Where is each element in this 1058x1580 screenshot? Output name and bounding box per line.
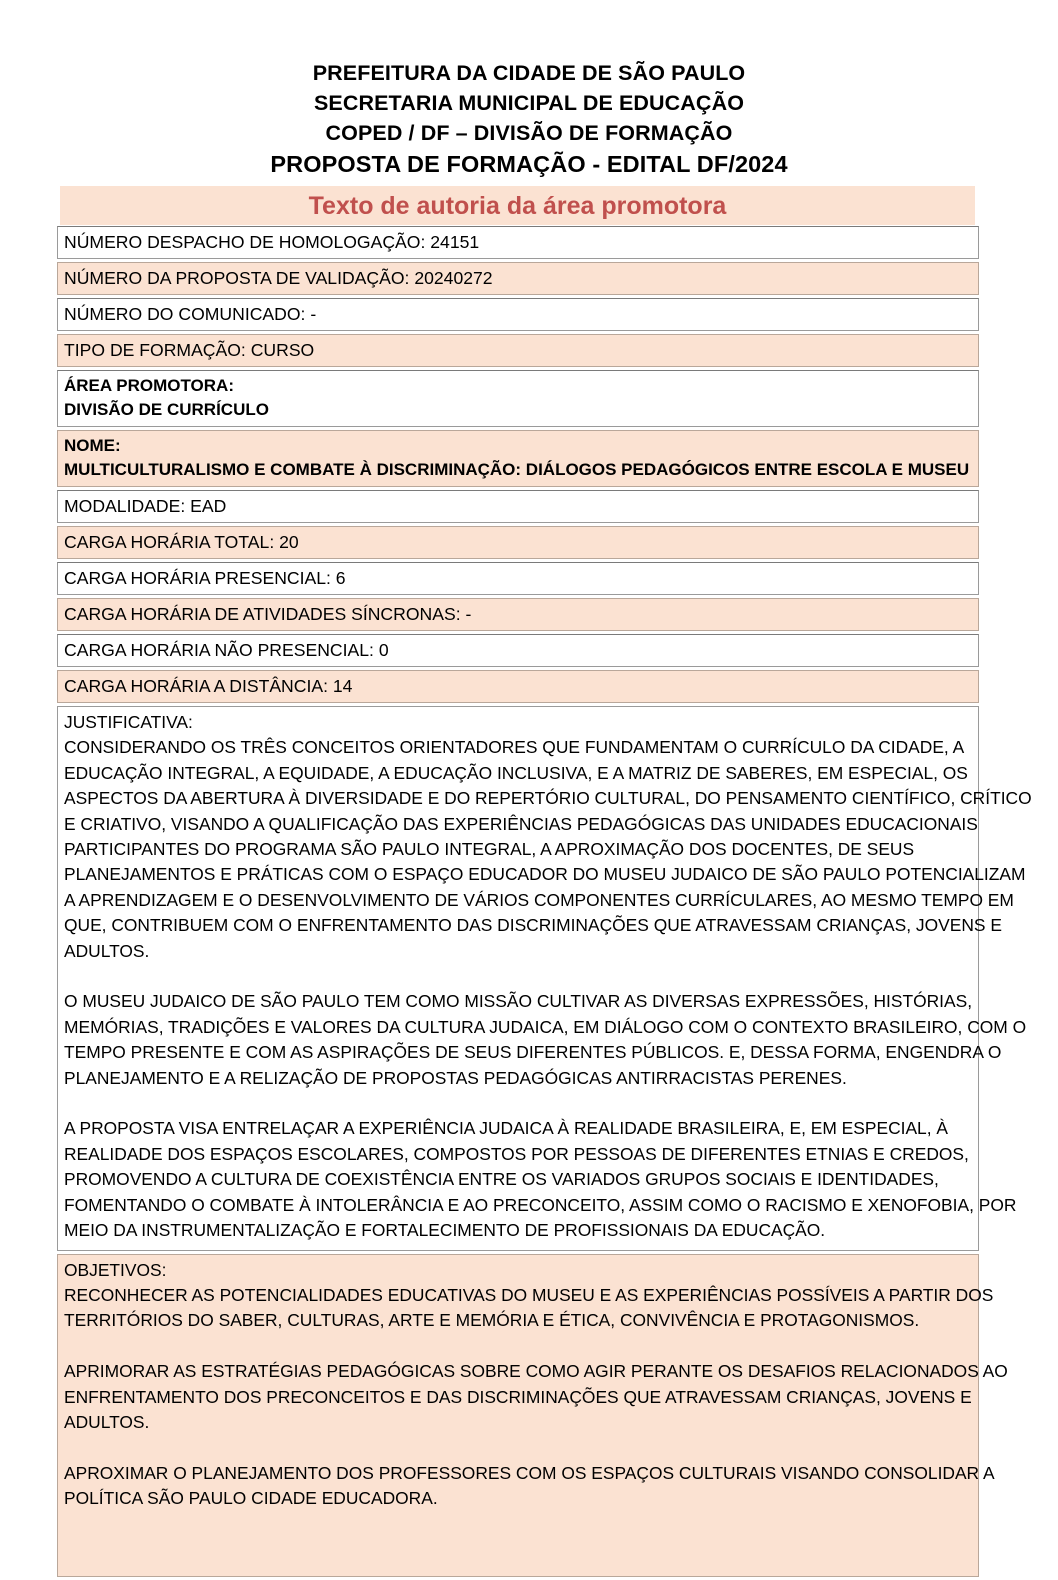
justificativa-p1-line-5: PARTICIPANTES DO PROGRAMA SÃO PAULO INTEGRAL, A APROXIMAÇÃO DOS DOCENTES, DE SEUS (64, 839, 915, 860)
justificativa-spacer-1 (64, 964, 970, 989)
justificativa-p3-line-4: FOMENTANDO O COMBATE À INTOLERÂNCIA E AO PRECONCEITO, ASSIM COMO O RACISMO E XENOFOBIA, POR (64, 1194, 1017, 1215)
objetivos-spacer-1 (64, 1334, 970, 1359)
block-objetivos (57, 1254, 1008, 1577)
nome-label: NOME: (64, 436, 121, 455)
row-carga-distancia (57, 670, 979, 703)
row-nome (57, 430, 979, 487)
numero-comunicado-text: NÚMERO DO COMUNICADO: - (64, 304, 317, 324)
row-carga-nao-presencial (57, 634, 979, 667)
row-modalidade (57, 490, 979, 523)
justificativa-paragraph-3 (64, 1116, 1017, 1243)
justificativa-p3-line-3: PROMOVENDO A CULTURA DE COEXISTÊNCIA ENTRE OS VARIADOS GRUPOS SOCIAIS E IDENTIDADES, (64, 1169, 939, 1190)
header-line-secretaria: SECRETARIA MUNICIPAL DE EDUCAÇÃO (313, 91, 745, 115)
header-line-coped: COPED / DF – DIVISÃO DE FORMAÇÃO (325, 121, 733, 145)
justificativa-p1-line-4: E CRIATIVO, VISANDO A QUALIFICAÇÃO DAS EXPERIÊNCIAS PEDAGÓGICAS DAS UNIDADES EDUCACIONAIS (64, 813, 978, 834)
row-numero-comunicado (57, 298, 979, 331)
justificativa-p2-line-1: O MUSEU JUDAICO DE SÃO PAULO TEM COMO MISSÃO CULTIVAR AS DIVERSAS EXPRESSÕES, HISTÓRIAS, (64, 991, 973, 1012)
row-carga-total (57, 526, 979, 559)
row-carga-sincronas (57, 598, 979, 631)
row-area-promotora (57, 370, 979, 427)
objetivos-p2-line-2: ENFRENTAMENTO DOS PRECONCEITOS E DAS DISCRIMINAÇÕES QUE ATRAVESSAM CRIANÇAS, JOVENS E (64, 1386, 972, 1407)
justificativa-p3-line-1: A PROPOSTA VISA ENTRELAÇAR A EXPERIÊNCIA JUDAICA À REALIDADE BRASILEIRA, E, EM ESPECIAL, À (64, 1118, 948, 1139)
section-title-band (60, 186, 975, 225)
proposal-fields-table (57, 226, 1032, 1580)
justificativa-paragraph-1 (64, 735, 1032, 964)
numero-despacho-text: NÚMERO DESPACHO DE HOMOLOGAÇÃO: 24151 (64, 232, 480, 252)
justificativa-p2-line-3: TEMPO PRESENTE E COM AS ASPIRAÇÕES DE SEUS DIFERENTES PÚBLICOS. E, DESSA FORMA, ENGENDRA O (64, 1042, 1002, 1063)
justificativa-p1-line-6: PLANEJAMENTOS E PRÁTICAS COM O ESPAÇO EDUCADOR DO MUSEU JUDAICO DE SÃO PAULO POTENCIALIZAM (64, 864, 1026, 885)
justificativa-paragraph-2 (64, 989, 1027, 1091)
tipo-formacao-text: TIPO DE FORMAÇÃO: CURSO (64, 340, 315, 360)
block-justificativa (57, 706, 1032, 1251)
objetivos-p3-line-2: POLÍTICA SÃO PAULO CIDADE EDUCADORA. (64, 1488, 438, 1509)
justificativa-p1-line-1: CONSIDERANDO OS TRÊS CONCEITOS ORIENTADORES QUE FUNDAMENTAM O CURRÍCULO DA CIDADE, A (64, 737, 965, 758)
header-line-prefeitura: PREFEITURA DA CIDADE DE SÃO PAULO (312, 61, 746, 85)
objetivos-label: OBJETIVOS: (64, 1259, 167, 1280)
justificativa-p2-line-2: MEMÓRIAS, TRADIÇÕES E VALORES DA CULTURA JUDAICA, EM DIÁLOGO COM O CONTEXTO BRASILEIRO, COM O (64, 1016, 1027, 1037)
justificativa-label: JUSTIFICATIVA: (64, 712, 193, 732)
justificativa-spacer-2 (64, 1091, 970, 1116)
justificativa-p1-line-2: EDUCAÇÃO INTEGRAL, A EQUIDADE, A EDUCAÇÃO INCLUSIVA, E A MATRIZ DE SABERES, EM ESPECIAL, OS (64, 762, 968, 783)
justificativa-p3-line-5: MEIO DA INSTRUMENTALIZAÇÃO E FORTALECIMENTO DE PROFISSIONAIS DA EDUCAÇÃO. (64, 1220, 826, 1241)
row-tipo-formacao (57, 334, 979, 367)
objetivos-spacer-2 (64, 1435, 970, 1460)
header-line-proposta: PROPOSTA DE FORMAÇÃO - EDITAL DF/2024 (270, 151, 788, 177)
justificativa-p2-line-4: PLANEJAMENTO E A RELIZAÇÃO DE PROPOSTAS PEDAGÓGICAS ANTIRRACISTAS PERENES. (64, 1067, 847, 1088)
numero-proposta-text: NÚMERO DA PROPOSTA DE VALIDAÇÃO: 20240272 (64, 268, 493, 288)
justificativa-p1-line-8: QUE, CONTRIBUEM COM O ENFRENTAMENTO DAS DISCRIMINAÇÕES QUE ATRAVESSAM CRIANÇAS, JOVENS E (64, 915, 1002, 936)
area-promotora-value: DIVISÃO DE CURRÍCULO (64, 400, 269, 419)
carga-nao-presencial-text: CARGA HORÁRIA NÃO PRESENCIAL: 0 (64, 640, 389, 660)
justificativa-p1-line-9: ADULTOS. (64, 940, 150, 961)
objetivos-paragraph-2 (64, 1359, 1008, 1435)
nome-value: MULTICULTURALISMO E COMBATE À DISCRIMINAÇÃO: DIÁLOGOS PEDAGÓGICOS ENTRE ESCOLA E MUSEU (64, 460, 970, 479)
row-carga-presencial (57, 562, 979, 595)
objetivos-paragraph-3 (64, 1461, 995, 1512)
row-numero-proposta (57, 262, 979, 295)
area-promotora-label: ÁREA PROMOTORA: (64, 376, 234, 395)
row-numero-despacho (57, 226, 979, 259)
objetivos-p2-line-3: ADULTOS. (64, 1411, 150, 1432)
carga-distancia-text: CARGA HORÁRIA A DISTÂNCIA: 14 (64, 676, 353, 696)
justificativa-p3-line-2: REALIDADE DOS ESPAÇOS ESCOLARES, COMPOSTOS POR PESSOAS DE DIFERENTES ETNIAS E CREDOS, (64, 1143, 969, 1164)
section-title-text: Texto de autoria da área promotora (308, 191, 727, 220)
carga-sincronas-text: CARGA HORÁRIA DE ATIVIDADES SÍNCRONAS: - (64, 604, 472, 624)
justificativa-p1-line-3: ASPECTOS DA ABERTURA À DIVERSIDADE E DO REPERTÓRIO CULTURAL, DO PENSAMENTO CIENTÍFICO, CRÍTICO (64, 788, 1032, 809)
document-header (0, 58, 1058, 181)
justificativa-p1-line-7: A APRENDIZAGEM E O DESENVOLVIMENTO DE VÁRIOS COMPONENTES CURRÍCULARES, AO MESMO TEMPO EM (64, 889, 1014, 910)
carga-total-text: CARGA HORÁRIA TOTAL: 20 (64, 532, 299, 552)
objetivos-p2-line-1: APRIMORAR AS ESTRATÉGIAS PEDAGÓGICAS SOBRE COMO AGIR PERANTE OS DESAFIOS RELACIONADOS AO (64, 1361, 1008, 1382)
carga-presencial-text: CARGA HORÁRIA PRESENCIAL: 6 (64, 568, 346, 588)
modalidade-text: MODALIDADE: EAD (64, 496, 227, 516)
objetivos-p1-line-2: TERRITÓRIOS DO SABER, CULTURAS, ARTE E MEMÓRIA E ÉTICA, CONVIVÊNCIA E PROTAGONISMOS. (64, 1310, 920, 1331)
objetivos-bottom-padding (64, 1512, 970, 1570)
objetivos-p3-line-1: APROXIMAR O PLANEJAMENTO DOS PROFESSORES COM OS ESPAÇOS CULTURAIS VISANDO CONSOLIDAR A (64, 1462, 995, 1483)
objetivos-paragraph-1 (64, 1283, 994, 1334)
objetivos-p1-line-1: RECONHECER AS POTENCIALIDADES EDUCATIVAS DO MUSEU E AS EXPERIÊNCIAS POSSÍVEIS A PARTIR DOS (64, 1284, 994, 1305)
